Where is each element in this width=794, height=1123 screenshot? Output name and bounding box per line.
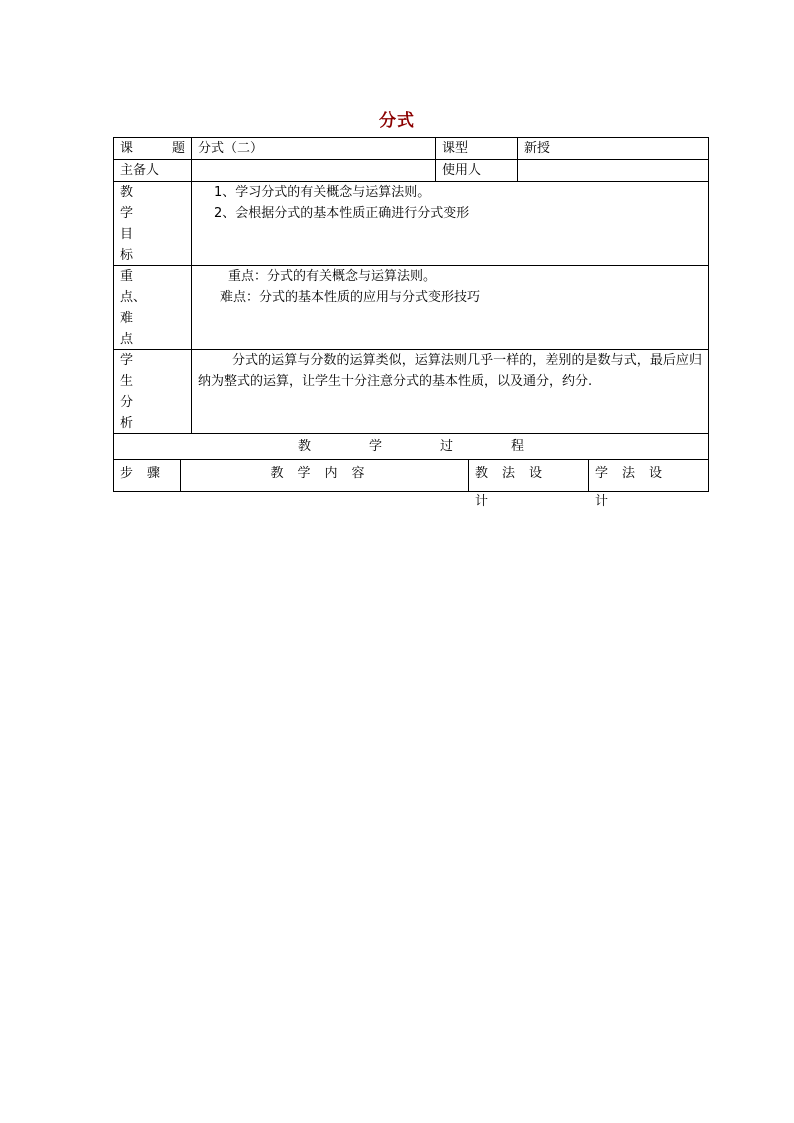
key-points-label bbox=[114, 266, 192, 349]
type-value: 新授 bbox=[524, 141, 551, 156]
objectives-label bbox=[114, 182, 192, 265]
label-char: 标 bbox=[120, 248, 134, 263]
label-char: 分 bbox=[120, 395, 134, 410]
key-points-content bbox=[192, 266, 708, 349]
row-topic bbox=[114, 138, 708, 160]
label-char: 学 bbox=[120, 206, 134, 221]
objectives-content bbox=[192, 182, 708, 265]
label-char: 目 bbox=[120, 227, 134, 242]
objective-line: 1、学习分式的有关概念与运算法则。 bbox=[214, 185, 431, 200]
lesson-plan-table bbox=[113, 137, 709, 509]
objective-line: 2、会根据分式的基本性质正确进行分式变形 bbox=[214, 206, 470, 221]
topic-label-char: 课 bbox=[120, 141, 134, 156]
user-value bbox=[518, 160, 708, 181]
content-header: 教学内容 bbox=[181, 460, 469, 491]
preparer-value bbox=[192, 160, 436, 181]
label-char: 析 bbox=[120, 416, 134, 431]
process-title-char: 过 bbox=[440, 439, 454, 454]
preparer-label: 主备人 bbox=[114, 160, 192, 181]
label-char: 点、 bbox=[120, 290, 147, 305]
process-title-char: 教 bbox=[297, 439, 311, 454]
row-preparer bbox=[114, 160, 708, 182]
teaching-method-header: 教法设计 bbox=[469, 460, 589, 491]
row-student-analysis bbox=[114, 350, 708, 434]
difficulty-line: 难点：分式的基本性质的应用与分式变形技巧 bbox=[220, 290, 481, 305]
label-char: 点 bbox=[120, 332, 134, 347]
topic-value: 分式（二） bbox=[192, 138, 436, 159]
row-column-headers bbox=[114, 460, 708, 509]
key-point-line: 重点：分式的有关概念与运算法则。 bbox=[228, 269, 437, 284]
label-char: 生 bbox=[120, 374, 134, 389]
label-char: 教 bbox=[120, 185, 134, 200]
type-label: 课型 bbox=[436, 138, 518, 159]
process-title bbox=[114, 434, 708, 459]
student-analysis-label bbox=[114, 350, 192, 433]
user-label: 使用人 bbox=[436, 160, 518, 181]
process-title-char: 学 bbox=[368, 439, 382, 454]
topic-label-char: 题 bbox=[171, 141, 185, 156]
label-char: 学 bbox=[120, 353, 134, 368]
document-title: 分式 bbox=[379, 111, 415, 131]
learning-method-header: 学法设计 bbox=[595, 466, 677, 509]
process-title-char: 程 bbox=[511, 439, 525, 454]
row-process-title bbox=[114, 434, 708, 460]
row-objectives bbox=[114, 182, 708, 266]
student-analysis-content: 分式的运算与分数的运算类似，运算法则几乎一样的，差别的是数与式，最后应归纳为整式的运算，让学生十分注意分式的基本性质，以及通分，约分. bbox=[198, 353, 702, 389]
steps-header: 步骤 bbox=[114, 460, 181, 491]
topic-label bbox=[114, 138, 192, 159]
label-char: 重 bbox=[120, 269, 134, 284]
row-key-points bbox=[114, 266, 708, 350]
label-char: 难 bbox=[120, 311, 134, 326]
